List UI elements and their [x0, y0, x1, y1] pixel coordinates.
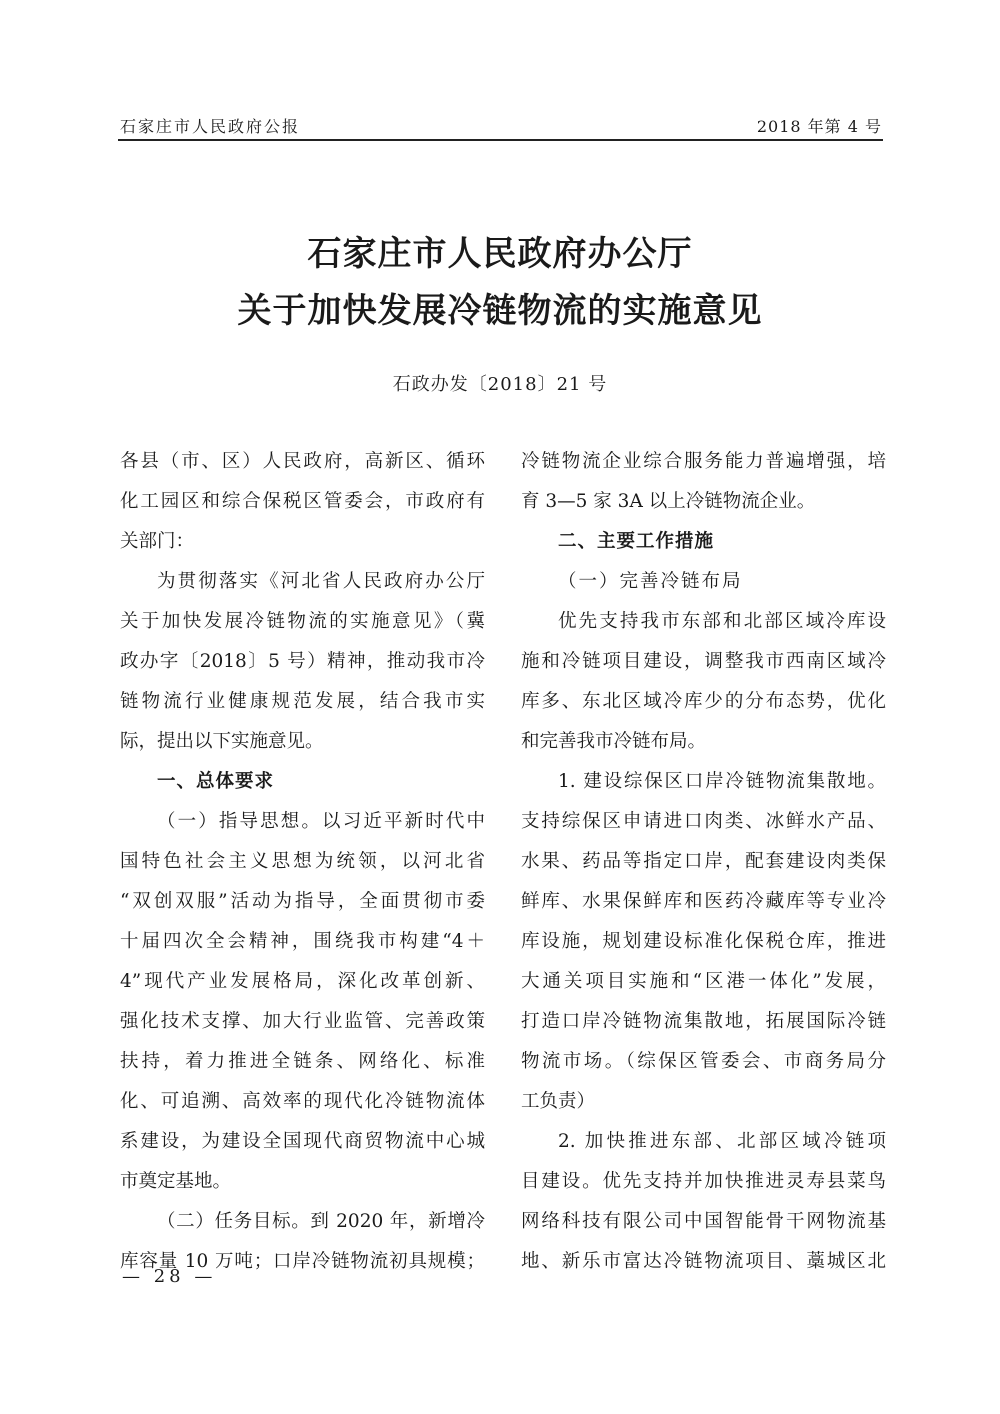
text-line: 工负责） [521, 1091, 596, 1112]
section-heading: 一、总体要求 [157, 771, 275, 792]
text-line: 冷链物流企业综合服务能力普遍增强，培 [521, 451, 886, 472]
text-line: 1. 建设综保区口岸冷链物流集散地。 [558, 771, 886, 792]
text-line: 系建设，为建设全国现代商贸物流中心城 [120, 1131, 485, 1152]
header-rule [118, 139, 883, 141]
text-line: 强化技术支撑、加大行业监管、完善政策 [120, 1011, 485, 1032]
section-heading: 二、主要工作措施 [558, 531, 715, 552]
text-line: 库设施，规划建设标准化保税仓库，推进 [521, 931, 886, 952]
text-line: 育 3—5 家 3A 以上冷链物流企业。 [521, 491, 816, 512]
running-header [120, 114, 882, 140]
text-line: （一）完善冷链布局 [558, 571, 743, 592]
text-line: 各县（市、区）人民政府，高新区、循环 [120, 451, 485, 472]
text-line: 关部门： [120, 531, 195, 552]
text-line: （二）任务目标。到 2020 年，新增冷 [157, 1211, 485, 1232]
publication-name: 石家庄市人民政府公报 [120, 117, 301, 136]
text-line: 大通关项目实施和“区港一体化”发展， [521, 971, 886, 992]
left-column [120, 448, 485, 1288]
text-line: 水果、药品等指定口岸，配套建设肉类保 [521, 851, 886, 872]
text-line: 4”现代产业发展格局，深化改革创新、 [120, 971, 485, 992]
document-number: 石政办发〔2018〕21 号 [392, 374, 608, 395]
right-column [521, 448, 886, 1288]
text-line: 和完善我市冷链布局。 [521, 731, 707, 752]
text-line: 优先支持我市东部和北部区域冷库设 [558, 611, 886, 632]
text-line: 施和冷链项目建设，调整我市西南区域冷 [521, 651, 886, 672]
text-line: 为贯彻落实《河北省人民政府办公厅 [157, 571, 485, 592]
text-line: 关于加快发展冷链物流的实施意见》（冀 [120, 611, 485, 632]
text-line: “双创双服”活动为指导，全面贯彻市委 [120, 891, 485, 912]
text-line: （一）指导思想。以习近平新时代中 [157, 811, 485, 832]
text-line: 际，提出以下实施意见。 [120, 731, 324, 752]
issue-number: 2018 年第 4 号 [756, 117, 882, 136]
text-line: 目建设。优先支持并加快推进灵寿县菜鸟 [521, 1171, 886, 1192]
text-line: 十届四次全会精神，围绕我市构建“4＋ [120, 931, 485, 952]
page-number: — 28 — [122, 1266, 217, 1287]
text-line: 国特色社会主义思想为统领，以河北省 [120, 851, 485, 872]
text-line: 鲜库、水果保鲜库和医药冷藏库等专业冷 [521, 891, 886, 912]
text-line: 政办字〔2018〕5 号）精神，推动我市冷 [120, 651, 485, 672]
document-title-line-1: 石家庄市人民政府办公厅 [307, 234, 693, 274]
text-line: 链物流行业健康规范发展，结合我市实 [120, 691, 485, 712]
text-line: 网络科技有限公司中国智能骨干网物流基 [521, 1211, 886, 1232]
text-line: 扶持，着力推进全链条、网络化、标准 [120, 1051, 485, 1072]
text-line: 打造口岸冷链物流集散地，拓展国际冷链 [521, 1011, 886, 1032]
text-line: 库容量 10 万吨；口岸冷链物流初具规模； [120, 1251, 485, 1272]
text-line: 库多、东北区域冷库少的分布态势，优化 [521, 691, 886, 712]
text-line: 物流市场。（综保区管委会、市商务局分 [521, 1051, 886, 1072]
text-line: 市奠定基地。 [120, 1171, 232, 1192]
text-line: 化、可追溯、高效率的现代化冷链物流体 [120, 1091, 485, 1112]
document-title-line-2: 关于加快发展冷链物流的实施意见 [237, 291, 763, 331]
text-line: 化工园区和综合保税区管委会，市政府有 [120, 491, 485, 512]
text-line: 2. 加快推进东部、北部区域冷链项 [558, 1131, 886, 1152]
text-line: 支持综保区申请进口肉类、冰鲜水产品、 [521, 811, 886, 832]
text-line: 地、新乐市富达冷链物流项目、藁城区北 [521, 1251, 886, 1272]
